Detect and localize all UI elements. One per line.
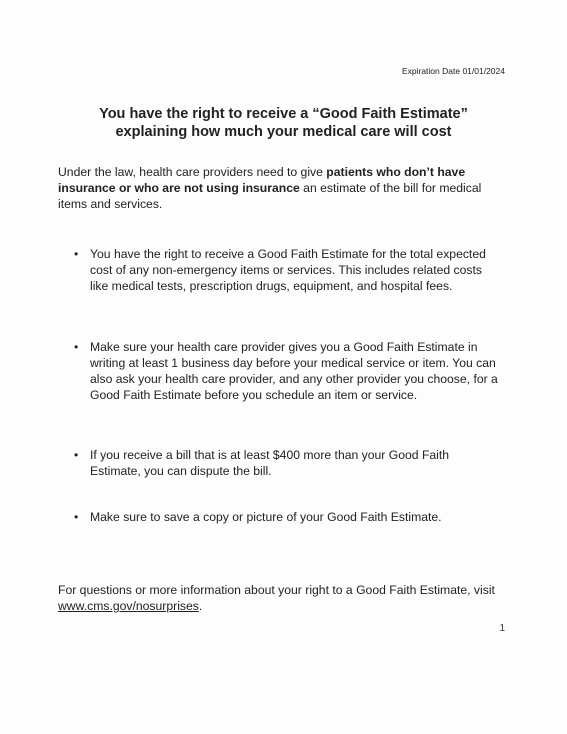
intro-text-end: an estimate of the bill for medical items and services.	[58, 181, 482, 211]
page-title	[60, 105, 507, 141]
list-item	[72, 509, 500, 525]
cms-link[interactable]: www.cms.gov/nosurprises	[58, 599, 199, 613]
page-number: 1	[499, 623, 505, 634]
title-line-2: explaining how much your medical care will cost	[115, 124, 452, 140]
list-item-text: If you receive a bill that is at least $400 more than your Good Faith Estimate, you can dispute the bill.	[90, 448, 450, 478]
intro-emphasis: patients who don’t have insurance or who are not using insurance	[58, 165, 466, 195]
bullet-marker: •	[74, 510, 79, 524]
expiration-date: Expiration Date 01/01/2024	[401, 66, 505, 76]
bullet-marker: •	[74, 340, 79, 354]
list-item-text: Make sure your health care provider gives you a Good Faith Estimate in writing at least 1 business day before your medical service or item. You can also ask your health care provider, and any other provider you choose, for a Good Faith Estimate before you schedule an item or service.	[90, 340, 498, 402]
footer-text: For questions or more information about your right to a Good Faith Estimate, visit	[58, 583, 495, 597]
list-item	[72, 246, 500, 294]
list-item-text: Make sure to save a copy or picture of your Good Faith Estimate.	[90, 510, 442, 524]
intro-text-start: Under the law, health care providers need to give	[58, 165, 327, 179]
intro-paragraph	[58, 164, 508, 212]
bullet-marker: •	[74, 448, 79, 462]
list-item	[72, 447, 500, 479]
footer-paragraph	[58, 582, 508, 614]
footer-end: .	[198, 599, 203, 613]
title-line-1: You have the right to receive a “Good Faith Estimate”	[99, 106, 468, 122]
bullet-marker: •	[74, 247, 79, 261]
list-item	[72, 339, 500, 403]
list-item-text: You have the right to receive a Good Faith Estimate for the total expected cost of any non-emergency items or services. This includes related costs like medical tests, prescription drugs, equipment, and hospital fees.	[90, 247, 486, 293]
